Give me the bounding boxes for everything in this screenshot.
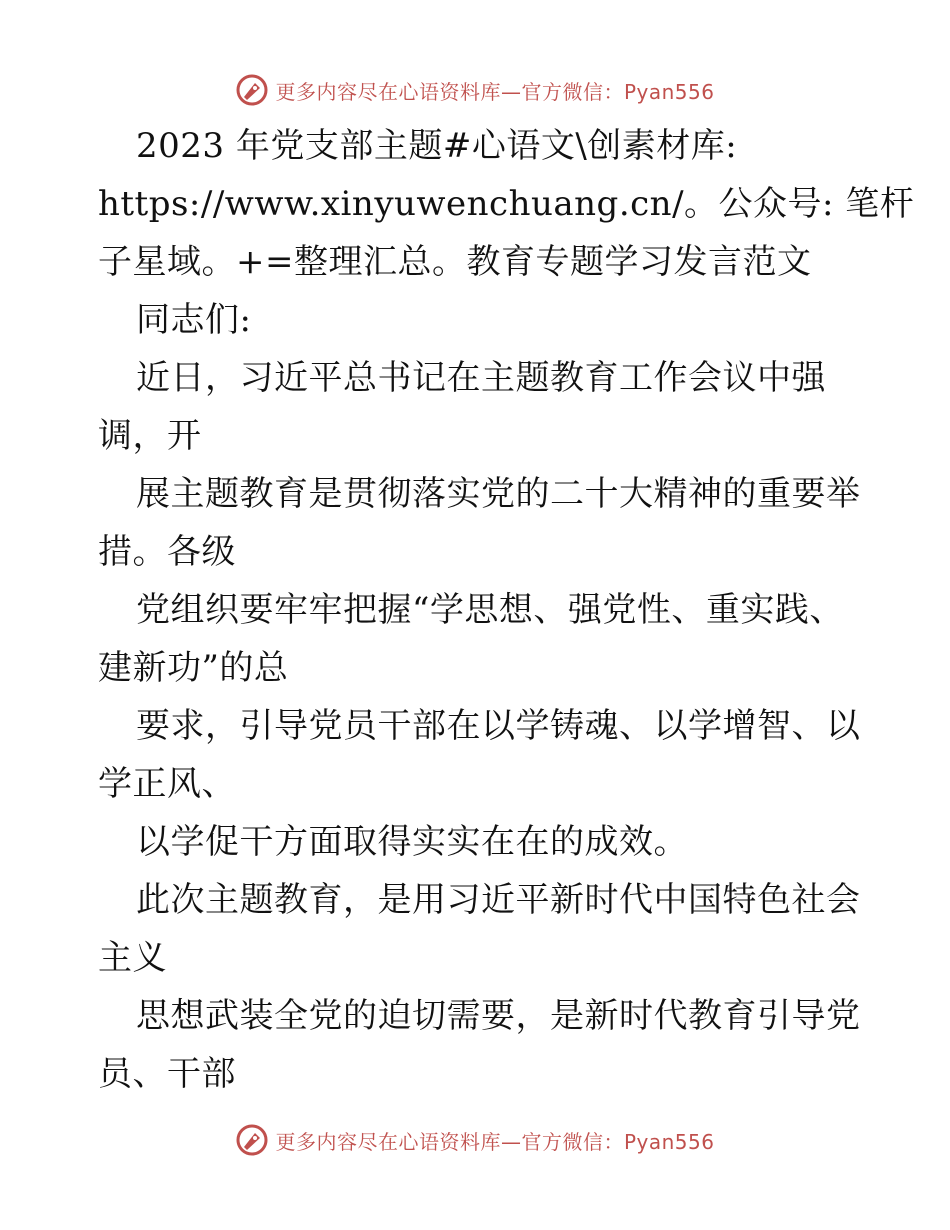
document-line: https://www.xinyuwenchuang.cn/。公众号: 笔杆	[98, 184, 915, 224]
document-line: 以学促干方面取得实实在在的成效。	[136, 822, 688, 862]
document-line: 调，开	[98, 416, 202, 456]
footer-banner-text: 更多内容尽在心语资料库—官方微信：Pyan556	[275, 1129, 715, 1154]
footer-banner	[0, 1120, 950, 1160]
document-body	[98, 117, 915, 1103]
document-line: 思想武装全党的迫切需要，是新时代教育引导党	[136, 996, 861, 1036]
document-line: 学正风、	[98, 764, 236, 804]
document-line: 建新功”的总	[98, 648, 289, 688]
pen-nib-logo-icon	[235, 1123, 269, 1157]
document-line: 主义	[98, 938, 167, 978]
document-line: 措。各级	[98, 532, 236, 572]
document-line: 子星域。+=整理汇总。教育专题学习发言范文	[98, 242, 812, 282]
document-line: 2023 年党支部主题#心语文\创素材库:	[136, 126, 738, 166]
document-line: 同志们:	[136, 300, 252, 340]
header-banner	[0, 70, 950, 110]
document-line: 员、干部	[98, 1054, 236, 1094]
document-line: 展主题教育是贯彻落实党的二十大精神的重要举	[136, 474, 861, 514]
document-line: 此次主题教育，是用习近平新时代中国特色社会	[136, 880, 861, 920]
document-line: 近日，习近平总书记在主题教育工作会议中强	[136, 358, 826, 398]
document-line: 要求，引导党员干部在以学铸魂、以学增智、以	[136, 706, 861, 746]
header-banner-text: 更多内容尽在心语资料库—官方微信：Pyan556	[275, 79, 715, 104]
pen-nib-logo-icon	[235, 73, 269, 107]
document-line: 党组织要牢牢把握“学思想、强党性、重实践、	[136, 590, 844, 630]
